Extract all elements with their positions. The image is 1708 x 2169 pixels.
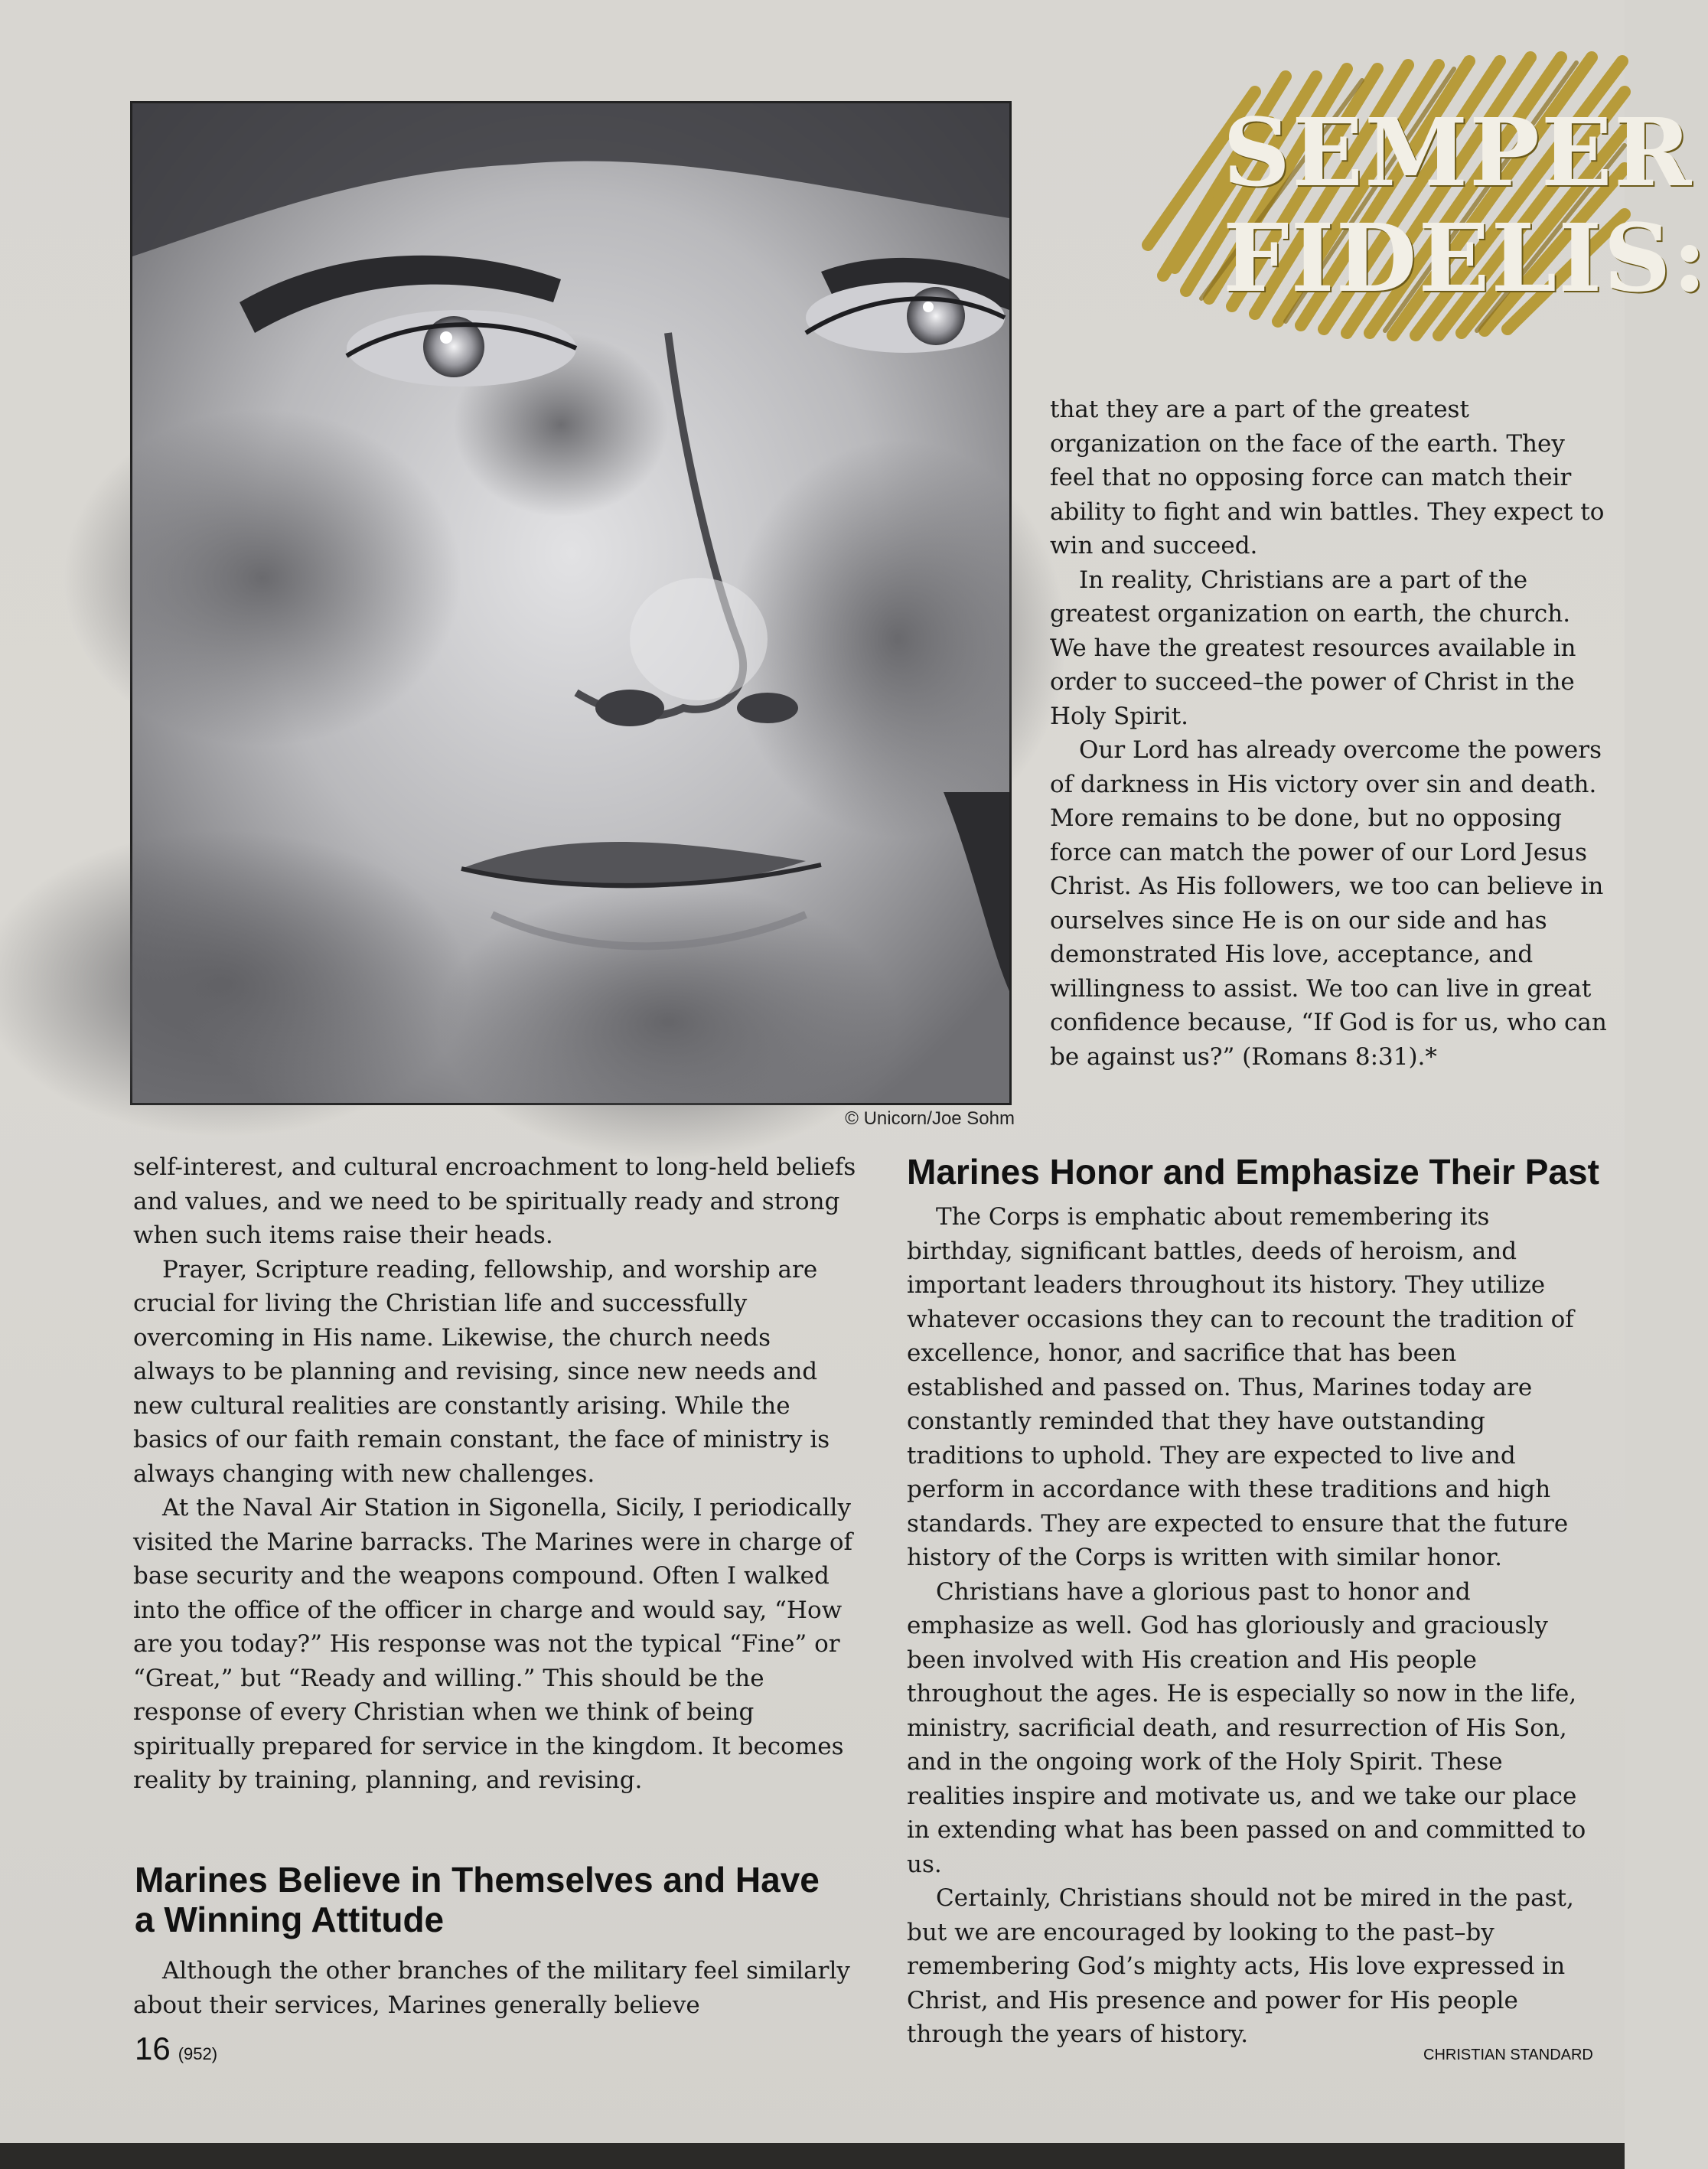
page-edge xyxy=(0,2143,1625,2169)
title-line-1: SEMPER xyxy=(1223,97,1693,207)
paragraph: Christians have a glorious past to honor and emphasize as well. God has gloriously and graciously been involved with His creation and His people throughout the ages. He is especially so now in the life, ministry, sacrificial death, and resurrection of His Son, and in the ongoing work of the Holy Spirit. These realities inspire and motivate us, and we take our place in extending what has been passed on and committed to us. xyxy=(907,1577,1586,1878)
photo-credit: © Unicorn/Joe Sohm xyxy=(845,1108,1015,1129)
paragraph: self-interest, and cultural encroachment to long-held beliefs and values, and we need to be spiritually ready and strong when such items raise their heads. xyxy=(133,1153,856,1249)
article-column-left-continued xyxy=(133,1954,859,2022)
section-heading: Marines Believe in Themselves and Have a Winning Attitude xyxy=(135,1860,820,1939)
paragraph: Prayer, Scripture reading, fellowship, and worship are crucial for living the Christian life and successfully overcoming in His name. Likewise, the church needs always to be planning and revising, since new needs and new cultural realities are constantly arising. While the basics of our faith remain constant, the face of ministry is always changing with new challenges. xyxy=(133,1255,830,1488)
issue-number: (952) xyxy=(178,2044,218,2063)
article-title xyxy=(1223,99,1708,311)
paragraph: that they are a part of the greatest organization on the face of the earth. They feel that no opposing force can match their ability to fight and win battles. They expect to win and succeed. xyxy=(1050,396,1605,559)
article-column-right-top xyxy=(1050,393,1607,1074)
title-block xyxy=(1133,46,1708,367)
section-heading: Marines Honor and Emphasize Their Past xyxy=(907,1152,1599,1192)
paragraph: Certainly, Christians should not be mired in the past, but we are encouraged by looking to the past–by remembering God’s mighty acts, His love expressed in Christ, and His presence and power for His people through the years of history. xyxy=(907,1884,1574,2048)
paragraph: Although the other branches of the military feel similarly about their services, Marines generally believe xyxy=(133,1957,850,2019)
paragraph: The Corps is emphatic about remembering its birthday, significant battles, deeds of heroism, and important leaders throughout its history. They utilize whatever occasions they can to recount the tradition of excellence, honor, and sacrifice that has been established and passed on. Thus, Marines today are constantly reminded that they have outstanding traditions to uphold. They are expected to live and perform in accordance with these traditions and high standards. They are expected to ensure that the future history of the Corps is written with similar honor. xyxy=(907,1203,1574,1571)
paragraph: Our Lord has already overcome the powers of darkness in His victory over sin and death. More remains to be done, but no opposing force can match the power of our Lord Jesus Christ. As His followers, we too can believe in ourselves since He is on our side and has demonstrated His love, acceptance, and willingness to assist. We too can live in great confidence because, “If God is for us, who can be against us?” (Romans 8:31).* xyxy=(1050,736,1607,1071)
title-line-2: FIDELIS: xyxy=(1223,203,1708,313)
photo-illustration xyxy=(132,103,1009,1103)
paragraph: At the Naval Air Station in Sigonella, Sicily, I periodically visited the Marine barracks. The Marines were in charge of base security and the weapons compound. Often I walked into the office of the officer in charge and would say, “How are you today?” His response was not the typical “Fine” or “Great,” but “Ready and willing.” This should be the response of every Christian when we think of being spiritually prepared for service in the kingdom. It becomes reality by training, planning, and revising. xyxy=(133,1494,853,1794)
article-column-right xyxy=(907,1200,1599,2052)
man-face-camouflage-photo xyxy=(130,101,1012,1105)
page-folio xyxy=(135,2030,217,2067)
paragraph: In reality, Christians are a part of the greatest organization on earth, the church. We have the greatest resources available in order to succeed–the power of Christ in the Holy Spirit. xyxy=(1050,566,1576,730)
article-column-left xyxy=(133,1150,859,1798)
publication-name: CHRISTIAN STANDARD xyxy=(1423,2047,1593,2063)
page-number: 16 xyxy=(135,2030,171,2066)
